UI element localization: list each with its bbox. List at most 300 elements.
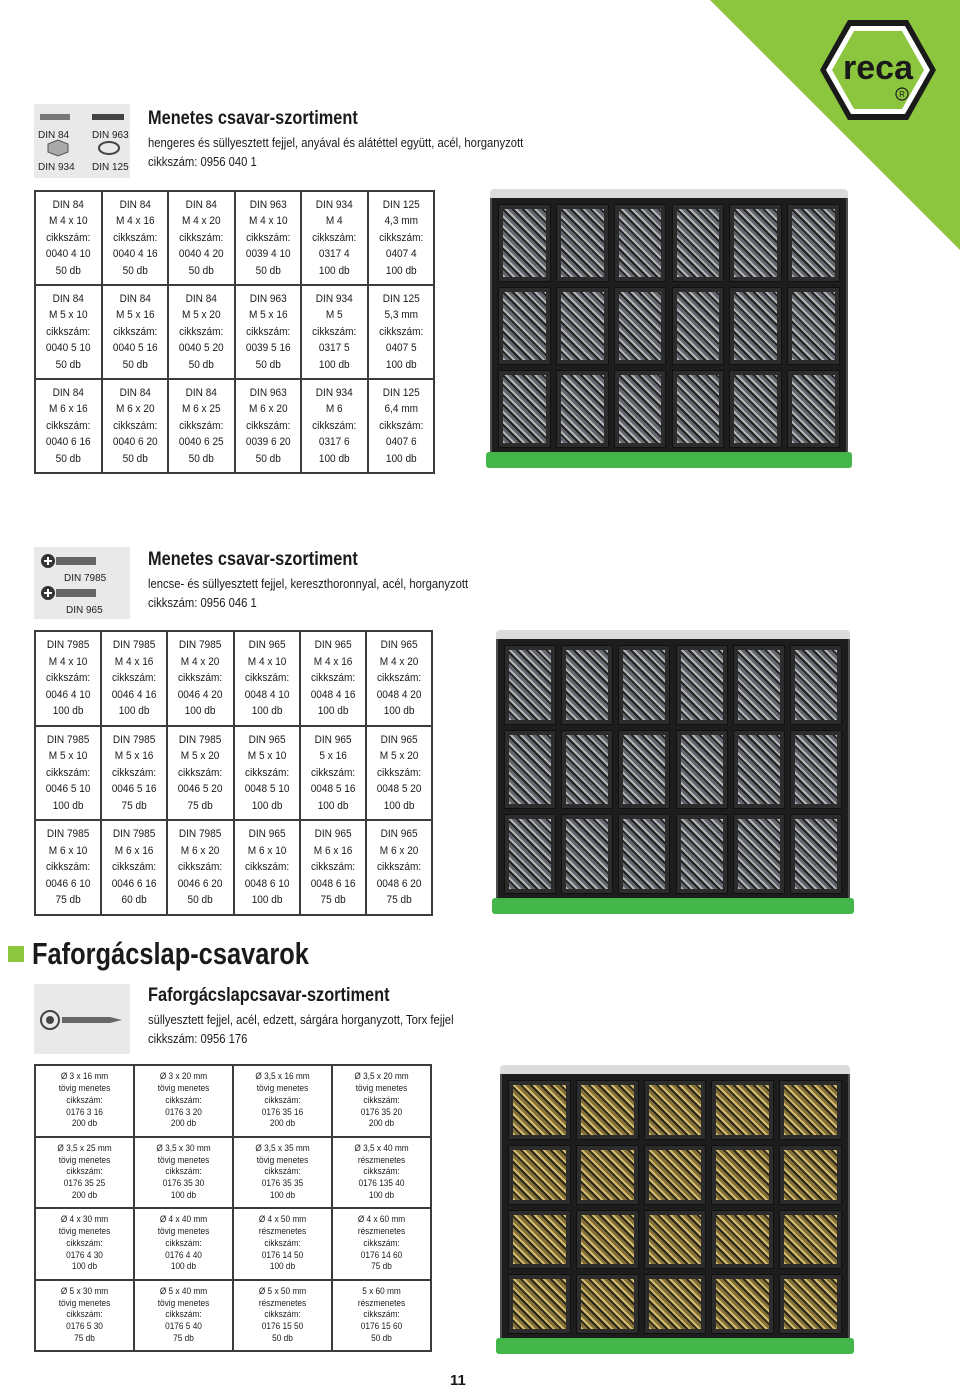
spec-line: Ø 3,5 x 35 mm [255, 1142, 310, 1153]
spec-line: M 5 x 16 [248, 309, 288, 322]
spec-line: 0040 5 20 [178, 342, 224, 355]
case-compartment [711, 1080, 774, 1140]
spec-line: cikkszám: [378, 419, 423, 432]
spec-cell [233, 1137, 332, 1209]
spec-line: 0040 6 20 [112, 436, 158, 449]
case-compartment [561, 730, 613, 810]
spec-line: részmenetes [258, 1297, 307, 1308]
spec-line: M 4 x 20 [379, 655, 419, 668]
spec-line: DIN 965 [380, 733, 418, 746]
spec-line: cikkszám: [376, 766, 422, 779]
case-compartment [644, 1080, 707, 1140]
spec-line: cikkszám: [244, 861, 289, 874]
spec-line: tövig menetes [58, 1154, 111, 1165]
spec-line: 0040 6 25 [178, 436, 224, 449]
section2-title: Menetes csavar-szortiment [148, 549, 358, 570]
case-compartment [614, 287, 667, 365]
spec-cell [102, 379, 169, 473]
spec-line: DIN 963 [249, 198, 287, 211]
spec-cell [35, 191, 102, 285]
spec-line: cikkszám: [312, 325, 357, 338]
spec-line: 100 db [385, 264, 417, 277]
spec-line: 100 db [318, 264, 350, 277]
spec-cell [35, 631, 101, 726]
spec-line: 100 db [269, 1261, 296, 1272]
spec-cell [167, 726, 233, 821]
case-compartment [676, 814, 728, 894]
spec-line: 0046 5 20 [178, 783, 223, 796]
spec-line: Ø 5 x 50 mm [258, 1285, 307, 1296]
spec-line: Ø 3,5 x 25 mm [57, 1142, 112, 1153]
spec-line: 50 db [187, 894, 214, 907]
case-compartment [733, 730, 785, 810]
spec-row [35, 1065, 431, 1137]
case-compartment [676, 730, 728, 810]
spec-line: cikkszám: [310, 672, 355, 685]
spec-line: Ø 4 x 50 mm [258, 1214, 307, 1225]
spec-line: 0048 5 20 [376, 783, 422, 796]
case-compartment [504, 814, 556, 894]
spec-cell [234, 820, 300, 915]
spec-line: 50 db [255, 452, 281, 465]
spec-line: 200 db [170, 1118, 197, 1129]
spec-cell [35, 1137, 134, 1209]
spec-cell [366, 726, 432, 821]
spec-line: cikkszám: [45, 766, 91, 779]
spec-line: cikkszám: [178, 766, 223, 779]
case-compartment [711, 1145, 774, 1205]
spec-line: 50 db [188, 452, 214, 465]
case-compartment [787, 370, 840, 448]
spec-cell [35, 1280, 134, 1352]
section2-subtitle: lencse- és süllyesztett fejjel, kereszthoronnyal, acél, horganyzott [148, 577, 469, 591]
spec-cell [234, 631, 300, 726]
spec-line: 6,4 mm [383, 403, 418, 416]
spec-cell [301, 379, 368, 473]
case-compartment [790, 814, 842, 894]
spec-line: 0176 5 40 [165, 1321, 202, 1332]
spec-line: M 5 x 16 [115, 309, 155, 322]
spec-line: 5 x 16 [319, 750, 347, 763]
spec-cell [101, 726, 167, 821]
spec-cell [134, 1208, 233, 1280]
case-compartment [644, 1274, 707, 1334]
case-compartment [779, 1210, 842, 1270]
spec-line: DIN 7985 [113, 828, 156, 841]
spec-line: 0046 5 16 [111, 783, 157, 796]
spec-line: 0176 15 50 [261, 1321, 304, 1332]
spec-line: 0040 5 16 [112, 342, 158, 355]
spec-line: 75 db [187, 799, 214, 812]
spec-line: Ø 3,5 x 16 mm [255, 1071, 310, 1082]
spec-line: 0176 15 60 [360, 1321, 403, 1332]
section3-subtitle: süllyesztett fejjel, acél, edzett, sárgára horganyzott, Torx fejjel [148, 1013, 454, 1027]
section3-code: cikkszám: 0956 176 [148, 1032, 248, 1046]
spec-line: 100 db [52, 799, 84, 812]
spec-line: M 6 x 20 [115, 403, 155, 416]
spec-line: M 6 x 10 [48, 844, 88, 857]
spec-line: DIN 84 [119, 386, 151, 399]
spec-line: 100 db [118, 705, 150, 718]
spec-line: M 4 x 10 [247, 655, 286, 668]
case-compartment [644, 1145, 707, 1205]
spec-line: Ø 3,5 x 40 mm [354, 1142, 409, 1153]
spec-line: tövig menetes [256, 1154, 309, 1165]
case-compartment [508, 1080, 571, 1140]
spec-line: 5 x 60 mm [362, 1285, 401, 1296]
spec-line: cikkszám: [363, 1166, 400, 1177]
spec-line: cikkszám: [46, 325, 91, 338]
spec-cell [301, 191, 368, 285]
spec-cell [134, 1137, 233, 1209]
spec-line: 50 db [371, 1332, 392, 1343]
spec-cell [168, 285, 235, 379]
spec-row [35, 820, 432, 915]
case-compartment [561, 645, 613, 725]
spec-line: M 5 [325, 309, 343, 322]
spec-line: 50 db [255, 264, 281, 277]
spec-line: 0176 35 35 [261, 1178, 304, 1189]
spec-line: cikkszám: [244, 766, 289, 779]
spec-line: 0046 6 20 [178, 877, 223, 890]
spec-cell [235, 191, 302, 285]
spec-line: M 5 x 16 [114, 750, 154, 763]
spec-cell [35, 379, 102, 473]
spec-line: cikkszám: [378, 325, 423, 338]
spec-line: 0040 6 16 [45, 436, 91, 449]
spec-line: 0048 5 10 [244, 783, 290, 796]
spec-line: 100 db [170, 1189, 197, 1200]
spec-line: cikkszám: [112, 419, 157, 432]
spec-line: 75 db [74, 1332, 95, 1343]
spec-line: részmenetes [357, 1297, 406, 1308]
spec-line: 100 db [385, 452, 417, 465]
spec-line: 100 db [383, 799, 415, 812]
spec-line: DIN 84 [52, 386, 84, 399]
case-compartment [676, 645, 728, 725]
spec-line: cikkszám: [245, 231, 290, 244]
spec-line: 75 db [320, 894, 346, 907]
case-compartment [556, 204, 609, 282]
spec-line: cikkszám: [112, 325, 157, 338]
spec-cell [102, 191, 169, 285]
spec-line: 0176 4 40 [165, 1249, 202, 1260]
case-compartment [733, 814, 785, 894]
spec-cell [168, 191, 235, 285]
spec-line: 50 db [188, 264, 214, 277]
spec-line: 100 db [317, 799, 349, 812]
case-compartment [790, 645, 842, 725]
case-compartment [779, 1145, 842, 1205]
spec-line: 50 db [55, 358, 81, 371]
spec-line: M 4 x 10 [48, 655, 88, 668]
spec-line: DIN 965 [314, 733, 352, 746]
spec-line: 0176 4 30 [66, 1249, 103, 1260]
spec-line: 75 db [173, 1332, 194, 1343]
spec-line: cikkszám: [66, 1237, 103, 1248]
spec-cell [300, 726, 366, 821]
spec-line: M 6 x 20 [181, 844, 220, 857]
spec-line: 0040 4 16 [112, 248, 158, 261]
section3-spec-table [34, 1064, 432, 1352]
reca-logo [818, 18, 938, 122]
spec-line: M 5 x 20 [379, 750, 419, 763]
spec-cell [35, 285, 102, 379]
spec-line: cikkszám: [245, 325, 290, 338]
spec-line: 0046 5 10 [45, 783, 91, 796]
spec-line: cikkszám: [66, 1166, 103, 1177]
section1-title: Menetes csavar-szortiment [148, 108, 358, 129]
spec-line: cikkszám: [244, 672, 289, 685]
spec-line: 0176 5 30 [66, 1321, 103, 1332]
spec-line: DIN 125 [382, 292, 420, 305]
spec-line: 100 db [251, 705, 283, 718]
spec-line: cikkszám: [112, 766, 157, 779]
case-compartment [576, 1210, 639, 1270]
spec-line: 100 db [170, 1261, 197, 1272]
spec-cell [300, 631, 366, 726]
spec-cell [134, 1280, 233, 1352]
spec-line: Ø 5 x 30 mm [60, 1285, 109, 1296]
spec-line: M 4 x 10 [48, 215, 88, 228]
case-compartment [576, 1080, 639, 1140]
spec-cell [332, 1208, 431, 1280]
spec-line: 0048 6 20 [376, 877, 422, 890]
spec-line: 0046 4 16 [111, 688, 157, 701]
thumb-label: DIN 84 [38, 130, 70, 141]
case-compartment [498, 204, 551, 282]
spec-line: 0176 14 50 [261, 1249, 304, 1260]
spec-line: DIN 965 [248, 733, 286, 746]
spec-line: Ø 4 x 30 mm [60, 1214, 109, 1225]
spec-row [35, 285, 434, 379]
spec-line: 200 db [71, 1118, 98, 1129]
spec-cell [102, 285, 169, 379]
spec-line: 0407 4 [385, 248, 417, 261]
spec-line: 75 db [386, 894, 412, 907]
spec-line: tövig menetes [157, 1154, 210, 1165]
spec-line: 0046 6 16 [111, 877, 157, 890]
spec-line: Ø 4 x 60 mm [357, 1214, 406, 1225]
spec-line: 75 db [121, 799, 147, 812]
spec-row [35, 1137, 431, 1209]
spec-line: DIN 7985 [46, 828, 90, 841]
spec-line: 0176 135 40 [358, 1178, 405, 1189]
spec-line: DIN 84 [52, 292, 84, 305]
spec-line: 100 db [52, 705, 84, 718]
spec-line: M 4 x 16 [114, 655, 154, 668]
spec-line: cikkszám: [363, 1309, 400, 1320]
spec-line: 0040 4 20 [178, 248, 224, 261]
case-compartment [779, 1080, 842, 1140]
case-compartment [790, 730, 842, 810]
spec-line: DIN 965 [248, 828, 286, 841]
spec-line: DIN 125 [382, 386, 420, 399]
spec-line: tövig menetes [157, 1226, 210, 1237]
spec-line: 0407 6 [385, 436, 417, 449]
spec-line: 100 db [385, 358, 417, 371]
spec-line: M 5 x 10 [48, 309, 88, 322]
spec-line: 0317 4 [318, 248, 350, 261]
section2-spec-table [34, 630, 433, 916]
logo-text: reca [843, 49, 913, 87]
spec-line: cikkszám: [66, 1094, 103, 1105]
spec-cell [368, 285, 435, 379]
section2-case-photo [496, 637, 850, 902]
spec-line: 100 db [368, 1189, 395, 1200]
heading-bullet [8, 946, 24, 962]
spec-line: DIN 7985 [46, 639, 90, 652]
spec-line: 100 db [318, 358, 350, 371]
spec-cell [35, 1065, 134, 1137]
spec-line: 0046 4 20 [178, 688, 223, 701]
spec-line: cikkszám: [45, 672, 91, 685]
case-compartment [498, 370, 551, 448]
section3-thumbnail [34, 984, 130, 1054]
spec-row [35, 726, 432, 821]
spec-line: 60 db [121, 894, 147, 907]
spec-line: 50 db [55, 264, 81, 277]
spec-line: M 5 x 20 [181, 309, 221, 322]
spec-line: cikkszám: [312, 419, 357, 432]
section1-case-photo [490, 196, 848, 456]
spec-cell [35, 726, 101, 821]
spec-line: cikkszám: [264, 1166, 301, 1177]
spec-line: 200 db [71, 1189, 98, 1200]
spec-line: cikkszám: [264, 1094, 301, 1105]
spec-cell [101, 631, 167, 726]
spec-line: cikkszám: [45, 861, 91, 874]
spec-line: 0176 3 16 [66, 1106, 103, 1117]
spec-line: cikkszám: [46, 231, 91, 244]
spec-line: M 6 x 20 [248, 403, 288, 416]
spec-line: tövig menetes [157, 1083, 210, 1094]
spec-line: tövig menetes [58, 1226, 111, 1237]
case-compartment [618, 730, 670, 810]
case-compartment [508, 1145, 571, 1205]
spec-cell [35, 1208, 134, 1280]
spec-line: cikkszám: [264, 1309, 301, 1320]
spec-line: DIN 7985 [179, 639, 222, 652]
spec-row [35, 379, 434, 473]
spec-line: cikkszám: [179, 231, 224, 244]
thumb-label: DIN 934 [38, 162, 75, 173]
spec-line: cikkszám: [165, 1237, 202, 1248]
spec-line: DIN 934 [315, 292, 353, 305]
spec-cell [167, 820, 233, 915]
spec-line: részmenetes [357, 1154, 406, 1165]
spec-cell [332, 1280, 431, 1352]
spec-line: cikkszám: [112, 672, 157, 685]
case-compartment [729, 204, 782, 282]
spec-line: DIN 7985 [113, 639, 156, 652]
spec-line: DIN 7985 [179, 733, 222, 746]
case-compartment [561, 814, 613, 894]
spec-cell [368, 191, 435, 285]
section1-spec-table [34, 190, 435, 474]
spec-line: cikkszám: [376, 672, 422, 685]
case-compartment [508, 1210, 571, 1270]
spec-line: 0048 4 20 [376, 688, 422, 701]
spec-line: DIN 84 [185, 198, 217, 211]
spec-line: 0176 35 25 [63, 1178, 106, 1189]
spec-line: tövig menetes [157, 1297, 210, 1308]
spec-line: Ø 3 x 20 mm [159, 1071, 208, 1082]
spec-line: DIN 84 [119, 198, 151, 211]
case-compartment [498, 287, 551, 365]
spec-line: M 6 x 16 [114, 844, 154, 857]
spec-line: 5,3 mm [383, 309, 418, 322]
section3-title: Faforgácslapcsavar-szortiment [148, 985, 390, 1006]
case-compartment [618, 645, 670, 725]
spec-line: cikkszám: [112, 861, 157, 874]
spec-line: DIN 7985 [179, 828, 222, 841]
spec-line: cikkszám: [46, 419, 91, 432]
spec-line: 100 db [251, 799, 283, 812]
spec-line: 0317 6 [318, 436, 350, 449]
spec-cell [35, 820, 101, 915]
spec-line: Ø 4 x 40 mm [159, 1214, 208, 1225]
spec-cell [233, 1208, 332, 1280]
spec-line: M 6 x 25 [181, 403, 221, 416]
spec-line: 100 db [269, 1189, 296, 1200]
spec-line: DIN 934 [315, 386, 353, 399]
spec-line: cikkszám: [178, 672, 223, 685]
spec-line: 0048 6 10 [244, 877, 290, 890]
spec-line: M 5 x 10 [48, 750, 88, 763]
spec-cell [332, 1065, 431, 1137]
spec-cell [233, 1065, 332, 1137]
case-compartment [556, 370, 609, 448]
spec-line: DIN 965 [380, 639, 418, 652]
spec-line: részmenetes [357, 1226, 406, 1237]
spec-line: cikkszám: [165, 1094, 202, 1105]
spec-line: 0176 35 30 [162, 1178, 205, 1189]
spec-cell [301, 285, 368, 379]
spec-row [35, 631, 432, 726]
section1-subtitle: hengeres és süllyesztett fejjel, anyával és alátéttel együtt, acél, horganyzott [148, 136, 524, 150]
section2-thumbnail [34, 547, 130, 619]
section1-code: cikkszám: 0956 040 1 [148, 155, 257, 169]
spec-line: M 6 [325, 403, 343, 416]
spec-line: 0048 4 16 [310, 688, 356, 701]
case-compartment [672, 287, 725, 365]
spec-cell [366, 631, 432, 726]
spec-cell [332, 1137, 431, 1209]
spec-line: 75 db [371, 1261, 392, 1272]
section1-thumbnail [34, 104, 130, 178]
spec-line: Ø 3,5 x 20 mm [354, 1071, 409, 1082]
spec-cell [167, 631, 233, 726]
spec-line: M 4 x 20 [181, 655, 220, 668]
spec-line: tövig menetes [58, 1083, 111, 1094]
spec-line: cikkszám: [66, 1309, 103, 1320]
spec-line: DIN 934 [315, 198, 353, 211]
thumb-label: DIN 7985 [64, 573, 107, 584]
spec-line: cikkszám: [312, 231, 357, 244]
spec-line: 0048 4 10 [244, 688, 290, 701]
spec-line: cikkszám: [178, 861, 223, 874]
spec-line: cikkszám: [112, 231, 157, 244]
case-compartment [711, 1274, 774, 1334]
spec-cell [101, 820, 167, 915]
spec-cell [233, 1280, 332, 1352]
spec-line: 50 db [272, 1332, 293, 1343]
spec-line: 0039 5 16 [245, 342, 291, 355]
spec-line: 0176 3 20 [165, 1106, 202, 1117]
spec-line: tövig menetes [355, 1083, 408, 1094]
case-compartment [672, 370, 725, 448]
